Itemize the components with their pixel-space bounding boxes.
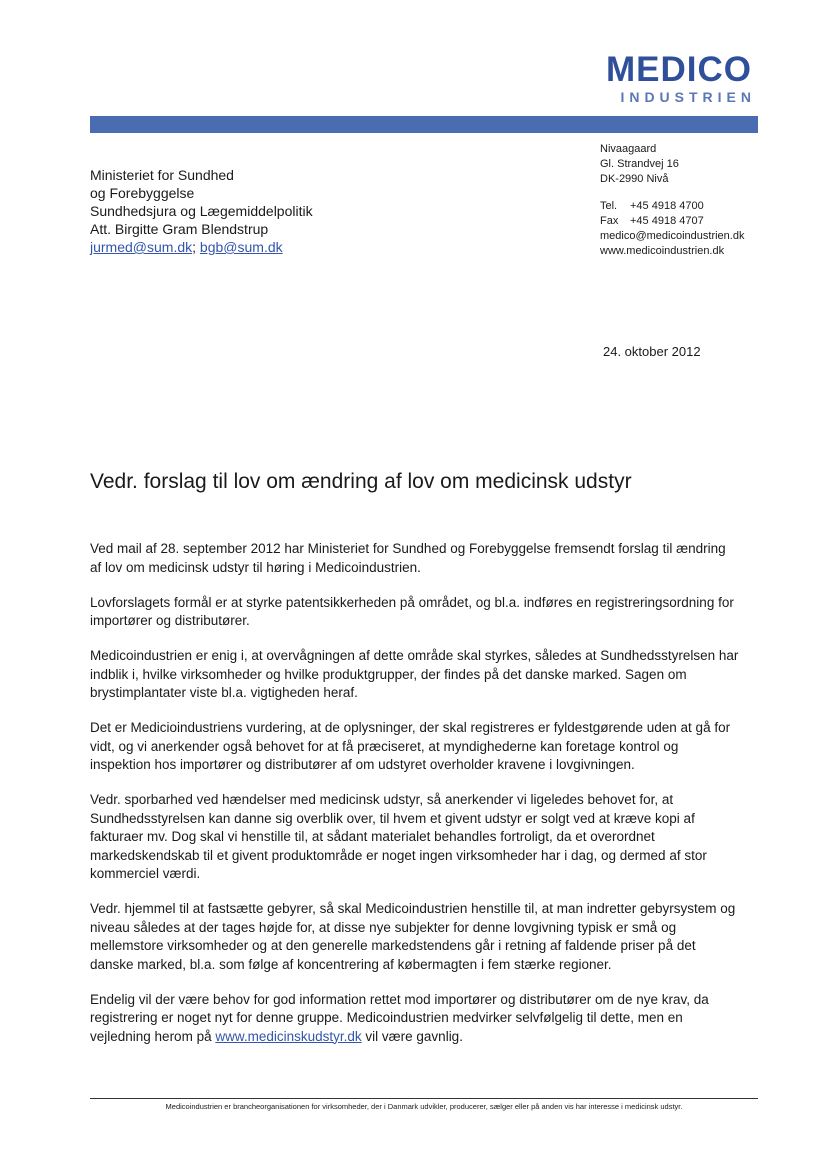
last-paragraph-text: Endelig vil der være behov for god information rettet mod importører og distributører om de nye krav, da registrering er noget nyt for denne gruppe. Medicoindustrien medvirker selvfølgelig til dette, men en vejledning herom på	[90, 991, 709, 1044]
website-link[interactable]: www.medicinskudstyr.dk	[215, 1028, 362, 1044]
last-paragraph-end: vil være gavnlig.	[361, 1028, 463, 1044]
letter-body	[90, 540, 740, 1063]
body-paragraph: Ved mail af 28. september 2012 har Ministeriet for Sundhed og Forebyggelse fremsendt forslag til ændring af lov om medicinsk udstyr til høring i Medicoindustrien.	[90, 541, 726, 575]
medico-logo	[606, 50, 756, 106]
header-band	[90, 116, 758, 133]
sender-street: Gl. Strandvej 16	[600, 158, 679, 170]
sender-address	[600, 142, 744, 259]
body-paragraph: Lovforslagets formål er at styrke patentsikkerheden på området, og bl.a. indføres en registreringsordning for importører og distributører.	[90, 594, 734, 628]
footer-divider	[90, 1098, 758, 1099]
recipient-address	[90, 166, 313, 256]
sender-web: www.medicoindustrien.dk	[600, 245, 725, 257]
email-link-jurmed[interactable]: jurmed@sum.dk	[90, 239, 193, 255]
fax-value: +45 4918 4707	[630, 215, 704, 227]
logo-main-text: MEDICO	[606, 50, 752, 89]
fax-label: Fax	[600, 215, 619, 227]
email-link-bgb[interactable]: bgb@sum.dk	[199, 239, 283, 255]
recipient-line: og Forebyggelse	[90, 185, 195, 201]
sender-email: medico@medicoindustrien.dk	[600, 230, 745, 242]
logo-sub-text: INDUSTRIEN	[620, 89, 756, 105]
footer-text: Medicoindustrien er brancheorganisationen for virksomheder, der i Danmark udvikler, producerer, sælger eller på anden vis har interesse i medicinsk udstyr.	[165, 1102, 683, 1111]
letter-subject: Vedr. forslag til lov om ændring af lov om medicinsk udstyr	[90, 470, 632, 493]
sender-tel	[600, 199, 744, 214]
tel-label: Tel.	[600, 200, 618, 212]
body-paragraph: Vedr. sporbarhed ved hændelser med medicinsk udstyr, så anerkender vi ligeledes behovet for, at Sundhedsstyrelsen kan danne sig overblik over, til hvem et givent udstyr er solgt ved at kræve kopi af fakturaer mv. Dog skal vi henstille til, at sådant materialet behandles fortroligt, da et overordnet markedskendskab til et givent produktområde er noget ingen virksomheder har i dag, og dermed af stor kommerciel værdi.	[90, 792, 707, 881]
body-paragraph: Det er Medicioindustriens vurdering, at de oplysninger, der skal registreres er fyldestgørende uden at gå for vidt, og vi anerkender også behovet for at få præciseret, at myndighederne kan foretage kontrol og inspektion hos importører og distributører af om udstyret overholder kravene i lovgivningen.	[90, 720, 731, 772]
body-paragraph: Vedr. hjemmel til at fastsætte gebyrer, så skal Medicoindustrien henstille til, at man indretter gebyrsystem og niveau således at der tages højde for, at disse nye subjekter for denne lovgivning typisk er små og mellemstore virksomheder og at den generelle markedstendens går i retning af faldende priser på det danske marked, bl.a. som følge af koncentrering af købermagten i fem stærke regioner.	[90, 901, 736, 972]
sender-name: Nivaagaard	[600, 143, 657, 155]
sender-fax	[600, 214, 744, 229]
email-separator: ;	[192, 239, 200, 255]
recipient-line: Ministeriet for Sundhed	[90, 167, 234, 183]
body-paragraph-last	[90, 991, 740, 1047]
recipient-line: Sundhedsjura og Lægemiddelpolitik	[90, 203, 313, 219]
sender-gap	[600, 187, 744, 199]
recipient-emails	[90, 238, 313, 256]
recipient-line: Att. Birgitte Gram Blendstrup	[90, 221, 269, 237]
sender-city: DK-2990 Nivå	[600, 173, 669, 185]
letter-date: 24. oktober 2012	[603, 344, 701, 359]
body-paragraph: Medicoindustrien er enig i, at overvågningen af dette område skal styrkes, således at Sundhedsstyrelsen har indblik i, hvilke virksomheder og hvilke produktgrupper, der findes på det danske marked. Sagen om brystimplantater viste bl.a. vigtigheden heraf.	[90, 648, 739, 700]
tel-value: +45 4918 4700	[630, 200, 704, 212]
